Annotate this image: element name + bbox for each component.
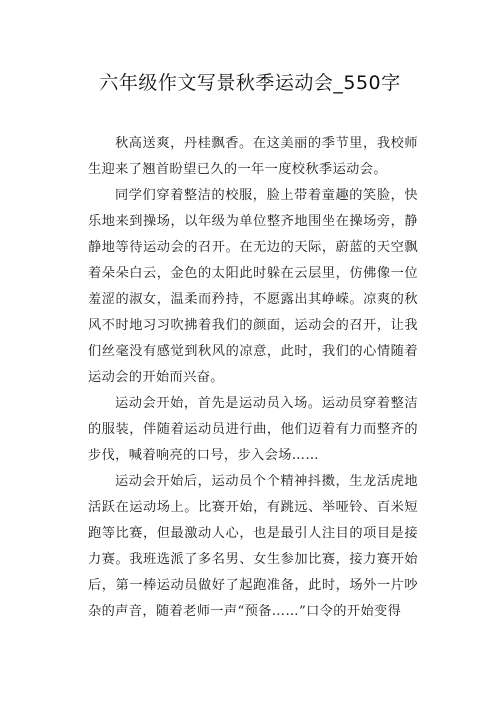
document-body bbox=[88, 131, 418, 625]
paragraph-4: 运动会开始后，运动员个个精神抖擞，生龙活虎地活跃在运动场上。比赛开始，有跳远、举哑铃、百米短跑等比赛，但最激动人心，也是最引人注目的项目是接力赛。我班选派了多名男、女生参加比赛，接力赛开始后，第一棒运动员做好了起跑准备，此时，场外一片吵杂的声音，随着老师一声“预备……”口令的开始变得 bbox=[88, 474, 418, 619]
paragraph-1: 秋高送爽，丹桂飘香。在这美丽的季节里，我校师生迎来了翘首盼望已久的一年一度校秋季运动会。 bbox=[88, 136, 418, 177]
paragraph-3: 运动会开始，首先是运动员入场。运动员穿着整洁的服装，伴随着运动员进行曲，他们迈着有力而整齐的步伐，喊着响亮的口号，步入会场…… bbox=[88, 396, 418, 463]
document-title: 六年级作文写景秋季运动会_550字 bbox=[99, 72, 401, 94]
paragraph-2: 同学们穿着整洁的校服，脸上带着童趣的笑脸，快乐地来到操场，以年级为单位整齐地围坐在操场旁，静静地等待运动会的召开。在无边的天际，蔚蓝的天空飘着朵朵白云，金色的太阳此时躲在云层里，仿佛像一位羞涩的淑女，温柔而矜持，不愿露出其峥嵘。凉爽的秋风不时地习习吹拂着我们的颜面，运动会的召开，让我们丝毫没有感觉到秋风的凉意，此时，我们的心情随着运动会的开始而兴奋。 bbox=[88, 188, 418, 385]
